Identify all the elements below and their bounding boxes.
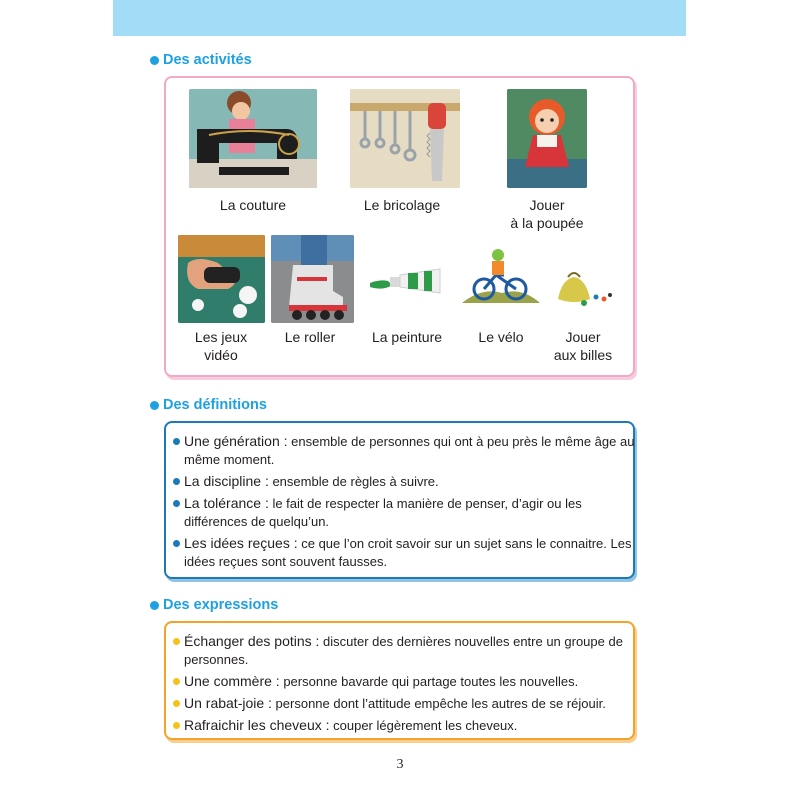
- expression-text: personne bavarde qui partage toutes les nouvelles.: [279, 674, 579, 689]
- term: Une commère :: [184, 673, 280, 689]
- expression-text: discuter des dernières nouvelles entre un groupe de personnes.: [184, 634, 623, 667]
- definition-item: [172, 432, 639, 469]
- definition-text: ensemble de règles à suivre.: [268, 474, 439, 489]
- bullet-dot-icon: [173, 500, 180, 507]
- page-number: 3: [396, 757, 404, 772]
- activity-label: La peinture: [371, 329, 443, 345]
- bullet-dot-icon: [150, 401, 159, 410]
- activity-label: Le bricolage: [363, 197, 441, 213]
- bullet-dot-icon: [150, 601, 159, 610]
- activity-label: Les jeux vidéo: [194, 329, 248, 363]
- bullet-dot-icon: [173, 678, 180, 685]
- activity-label: Le roller: [284, 329, 336, 345]
- bullet-dot-icon: [173, 478, 180, 485]
- term: Un rabat-joie :: [184, 695, 272, 711]
- definition-text: le fait de respecter la manière de penser, d’agir ou les différences de quelqu’un.: [184, 496, 582, 529]
- bullet-dot-icon: [173, 700, 180, 707]
- term: La discipline :: [184, 473, 269, 489]
- expression-item: [172, 716, 639, 735]
- activity-label: Jouer à la poupée: [510, 197, 584, 231]
- bullet-dot-icon: [173, 638, 180, 645]
- activity-label: Le vélo: [478, 329, 524, 345]
- definition-item: [172, 472, 639, 491]
- section-title-text: Des définitions: [163, 397, 267, 413]
- section-title-activites: [150, 52, 252, 68]
- term: Échanger des potins :: [184, 633, 320, 649]
- definitions-list: [172, 432, 639, 574]
- expression-item: [172, 632, 639, 669]
- definition-text: ensemble de personnes qui ont à peu près le même âge au même moment.: [184, 434, 635, 467]
- doll-icon: [507, 89, 587, 188]
- expression-text: personne dont l’attitude empêche les autres de se réjouir.: [271, 696, 606, 711]
- expressions-list: [172, 632, 639, 738]
- section-title-text: Des expressions: [163, 597, 279, 613]
- expression-item: [172, 672, 639, 691]
- activity-label: Jouer aux billes: [553, 329, 613, 363]
- top-color-band: [113, 0, 686, 36]
- activity-label: La couture: [219, 197, 287, 213]
- section-title-expressions: [150, 597, 278, 613]
- expression-item: [172, 694, 639, 713]
- roller-skate-icon: [271, 235, 354, 323]
- definition-item: [172, 494, 639, 531]
- term: Les idées reçues :: [184, 535, 298, 551]
- bullet-dot-icon: [173, 540, 180, 547]
- expression-text: couper légèrement les cheveux.: [329, 718, 518, 733]
- bullet-dot-icon: [173, 438, 180, 445]
- video-game-icon: [178, 235, 265, 323]
- tools-icon: [350, 89, 460, 188]
- marbles-icon: [554, 265, 616, 307]
- section-title-text: Des activités: [163, 52, 252, 68]
- section-title-definitions: [150, 397, 267, 413]
- term: Rafraichir les cheveux :: [184, 717, 330, 733]
- paint-tube-icon: [368, 265, 446, 297]
- bullet-dot-icon: [173, 722, 180, 729]
- term: Une génération :: [184, 433, 288, 449]
- term: La tolérance :: [184, 495, 269, 511]
- sewing-machine-icon: [189, 89, 317, 188]
- bicycle-icon: [460, 245, 542, 305]
- definition-text: ce que l’on croit savoir sur un sujet sans le connaitre. Les idées reçues sont souvent fausses.: [184, 536, 632, 569]
- bullet-dot-icon: [150, 56, 159, 65]
- definition-item: [172, 534, 639, 571]
